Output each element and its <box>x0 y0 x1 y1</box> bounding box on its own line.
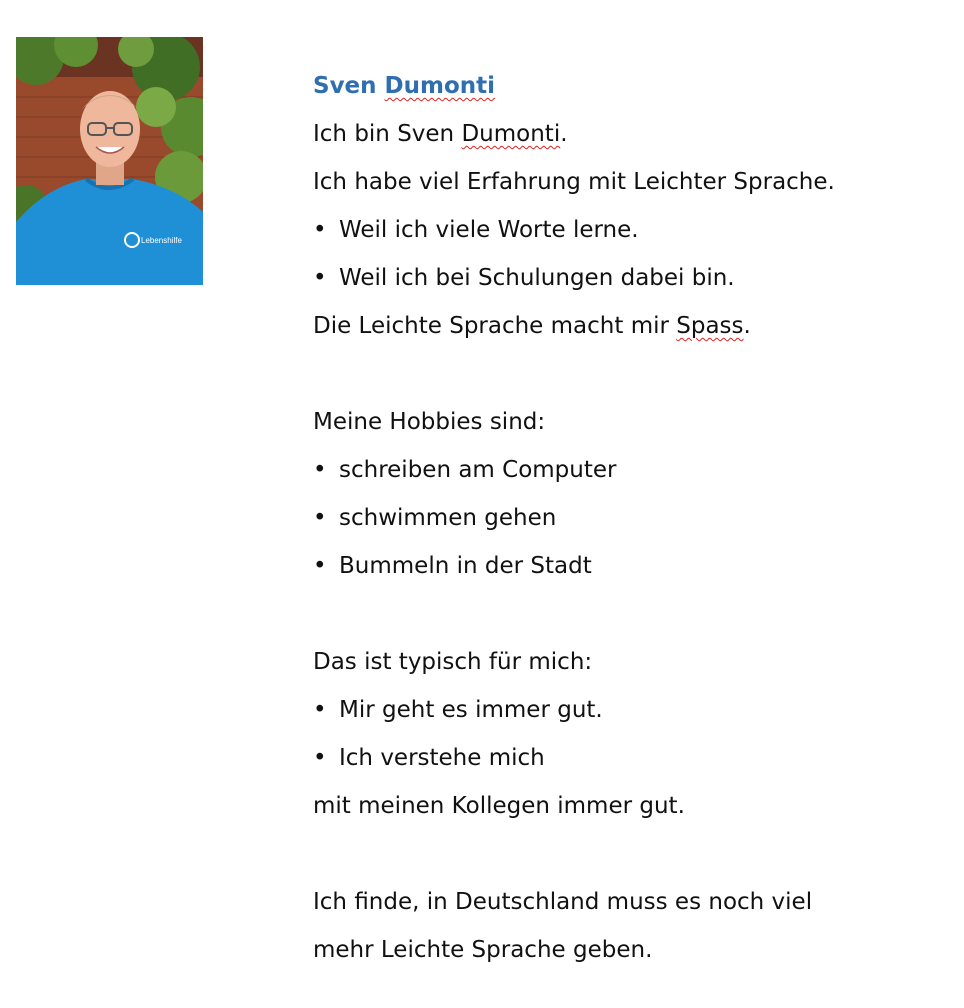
list-item: • schwimmen gehen <box>313 494 933 542</box>
list-item: • Weil ich viele Worte lerne. <box>313 206 933 254</box>
profile-photo <box>16 37 203 285</box>
profile-text <box>313 62 933 974</box>
typical-heading: Das ist typisch für mich: <box>313 649 593 675</box>
list-item: • Ich verstehe mich <box>313 734 933 782</box>
spacer <box>313 830 933 878</box>
closing-line-1: Ich finde, in Deutschland muss es noch viel <box>313 889 813 915</box>
intro-line-1 <box>313 110 933 158</box>
intro-line-3-text: Die Leichte Sprache macht mir <box>313 313 677 339</box>
title-first-name: Sven <box>313 73 377 99</box>
intro-line-3-word: Spass <box>676 313 744 339</box>
typical-continuation: mit meinen Kollegen immer gut. <box>313 793 685 819</box>
intro-line-1-punct: . <box>560 121 568 147</box>
page-title <box>313 62 933 110</box>
title-last-name: Dumonti <box>384 73 496 99</box>
spacer <box>313 350 933 398</box>
closing-line-2: mehr Leichte Sprache geben. <box>313 937 653 963</box>
intro-line-3 <box>313 302 933 350</box>
list-item: • schreiben am Computer <box>313 446 933 494</box>
intro-line-2: Ich habe viel Erfahrung mit Leichter Sprache. <box>313 169 835 195</box>
intro-line-1-name: Dumonti <box>461 121 561 147</box>
list-item: • Bummeln in der Stadt <box>313 542 933 590</box>
spacer <box>313 590 933 638</box>
shirt-logo-text: Lebenshilfe <box>141 236 182 245</box>
intro-line-3-punct: . <box>743 313 751 339</box>
hobbies-heading: Meine Hobbies sind: <box>313 409 546 435</box>
list-item: • Weil ich bei Schulungen dabei bin. <box>313 254 933 302</box>
intro-line-1-text: Ich bin Sven <box>313 121 462 147</box>
list-item: • Mir geht es immer gut. <box>313 686 933 734</box>
